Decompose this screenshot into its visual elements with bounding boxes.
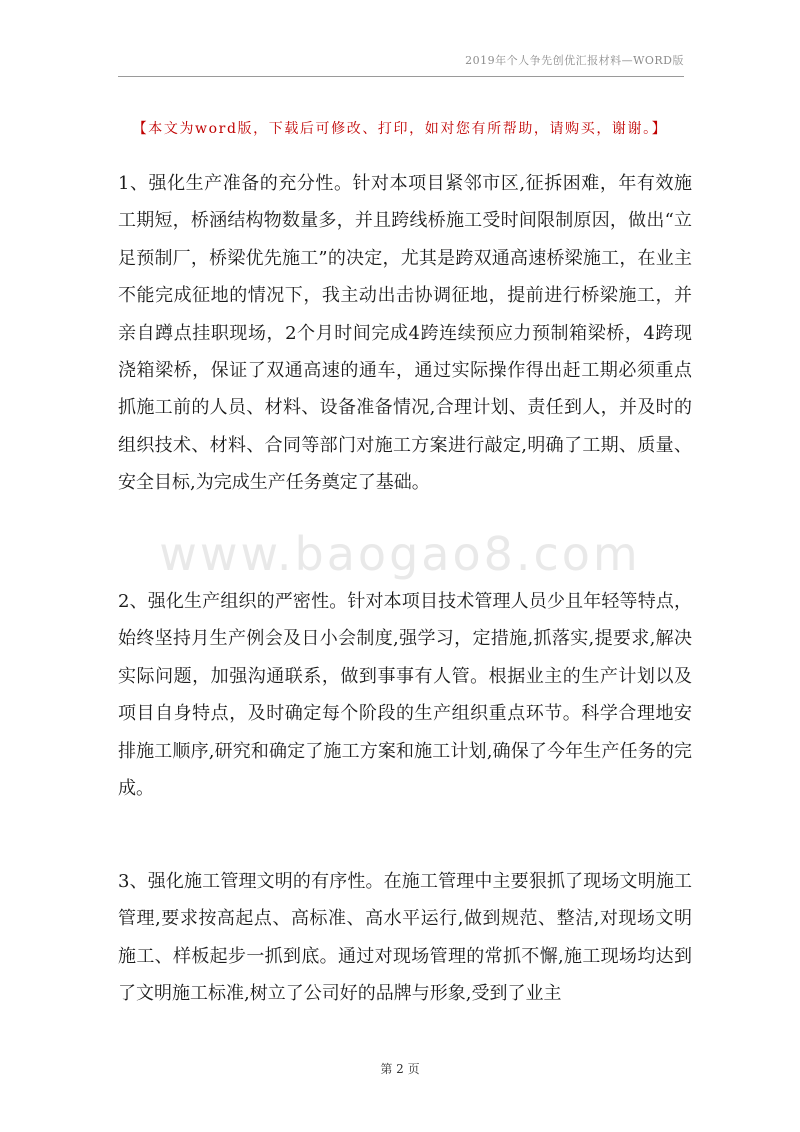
header-title: 2019年个人争先创优汇报材料—WORD版: [465, 54, 684, 67]
purchase-notice: 【本文为word版，下载后可修改、打印，如对您有所帮助，请购买，谢谢。】: [132, 121, 668, 137]
paragraph-1: 1、强化生产准备的充分性。针对本项目紧邻市区,征拆困难，年有效施工期短，桥涵结构物数量多，并且跨线桥施工受时间限制原因，做出“立足预制厂，桥梁优先施工”的决定，尤其是跨双通高速桥梁施工，在业主不能完成征地的情况下，我主动出击协调征地，提前进行桥梁施工，并亲自蹲点挂职现场，2个月时间完成4跨连续预应力预制箱梁桥，4跨现浇箱梁桥，保证了双通高速的通车，通过实际操作得出赶工期必须重点抓施工前的人员、材料、设备准备情况,合理计划、责任到人，并及时的组织技术、材料、合同等部门对施工方案进行敲定,明确了工期、质量、安全目标,为完成生产任务奠定了基础。: [118, 173, 692, 494]
page-number: 第 2 页: [380, 1062, 420, 1076]
page-header: [118, 48, 684, 77]
paragraph-2: 2、强化生产组织的严密性。针对本项目技术管理人员少且年轻等特点，始终坚持月生产例会及日小会制度,强学习，定措施,抓落实,提要求,解决实际问题，加强沟通联系，做到事事有人管。根据业主的生产计划以及项目自身特点，及时确定每个阶段的生产组织重点环节。科学合理地安排施工顺序,研究和确定了施工方案和施工计划,确保了今年生产任务的完成。: [118, 591, 692, 800]
paragraph-3: 3、强化施工管理文明的有序性。在施工管理中主要狠抓了现场文明施工管理,要求按高起点、高标准、高水平运行,做到规范、整洁,对现场文明施工、样板起步一抓到底。通过对现场管理的常抓不懈,施工现场均达到了文明施工标准,树立了公司好的品牌与形象,受到了业主: [118, 871, 692, 1005]
watermark: www.baogao8.com: [159, 527, 641, 581]
